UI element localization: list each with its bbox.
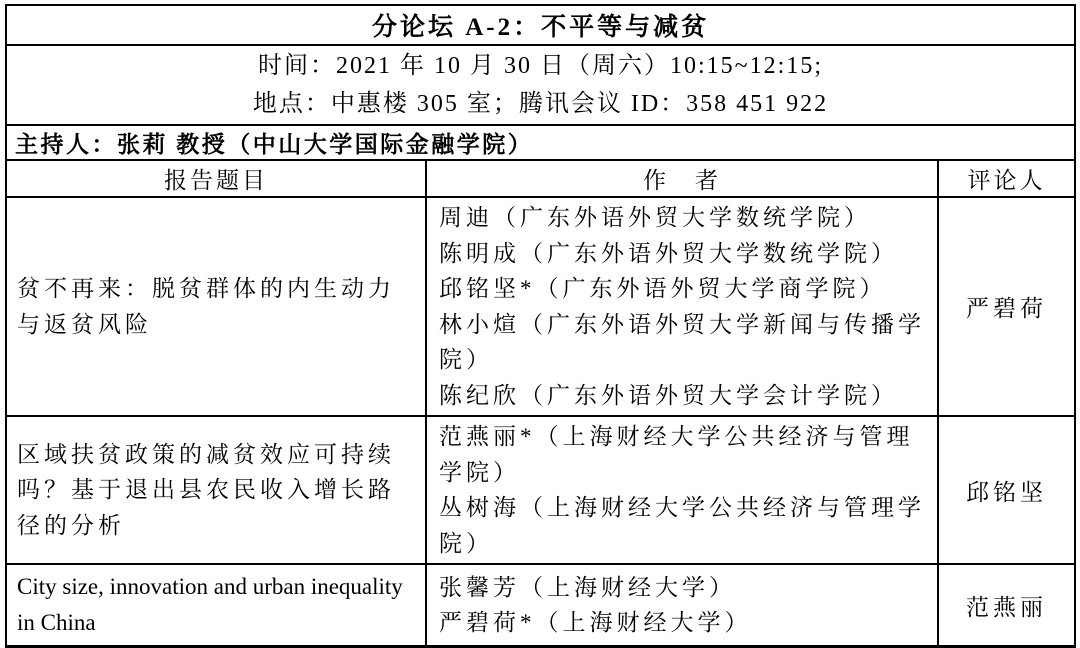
paper-title: City size, innovation and urban inequality in China bbox=[6, 564, 426, 647]
table-row bbox=[6, 564, 1075, 647]
col-header-discussant: 评论人 bbox=[938, 160, 1075, 197]
discussant: 严碧荷 bbox=[938, 197, 1075, 416]
author-entry: 陈明成（广东外语外贸大学数统学院） bbox=[439, 240, 898, 266]
forum-title-row bbox=[6, 5, 1075, 45]
moderator: 主持人：张莉 教授（中山大学国际金融学院） bbox=[6, 125, 1075, 160]
authors-list bbox=[426, 197, 938, 416]
time-location-cell bbox=[6, 45, 1075, 125]
discussant: 邱铭坚 bbox=[938, 416, 1075, 564]
time-location-row bbox=[6, 45, 1075, 125]
moderator-row bbox=[6, 125, 1075, 160]
author-entry: 范燕丽*（上海财经大学公共经济与管理学院） bbox=[439, 424, 914, 485]
author-entry: 丛树海（上海财经大学公共经济与管理学院） bbox=[439, 495, 925, 556]
table-row bbox=[6, 197, 1075, 416]
discussant: 范燕丽 bbox=[938, 564, 1075, 647]
session-location: 地点：中惠楼 305 室；腾讯会议 ID：358 451 922 bbox=[252, 91, 829, 117]
paper-title: 区域扶贫政策的减贫效应可持续吗？基于退出县农民收入增长路径的分析 bbox=[6, 416, 426, 564]
author-entry: 陈纪欣（广东外语外贸大学会计学院） bbox=[439, 382, 898, 408]
session-time: 时间：2021 年 10 月 30 日（周六）10:15~12:15; bbox=[258, 53, 824, 79]
author-entry: 邱铭坚*（广东外语外贸大学商学院） bbox=[439, 276, 887, 301]
col-header-authors: 作 者 bbox=[426, 160, 938, 197]
col-header-title: 报告题目 bbox=[6, 160, 426, 197]
forum-title: 分论坛 A-2：不平等与减贫 bbox=[6, 5, 1075, 45]
author-entry: 林小煊（广东外语外贸大学新闻与传播学院） bbox=[439, 311, 925, 372]
table-row bbox=[6, 416, 1075, 564]
author-entry: 严碧荷*（上海财经大学） bbox=[439, 610, 752, 635]
paper-title: 贫不再来：脱贫群体的内生动力与返贫风险 bbox=[6, 197, 426, 416]
author-entry: 周迪（广东外语外贸大学数统学院） bbox=[439, 205, 871, 230]
authors-list bbox=[426, 564, 938, 647]
author-entry: 张馨芳（上海财经大学） bbox=[439, 574, 736, 600]
authors-list bbox=[426, 416, 938, 564]
session-table bbox=[5, 4, 1076, 648]
column-header-row bbox=[6, 160, 1075, 197]
